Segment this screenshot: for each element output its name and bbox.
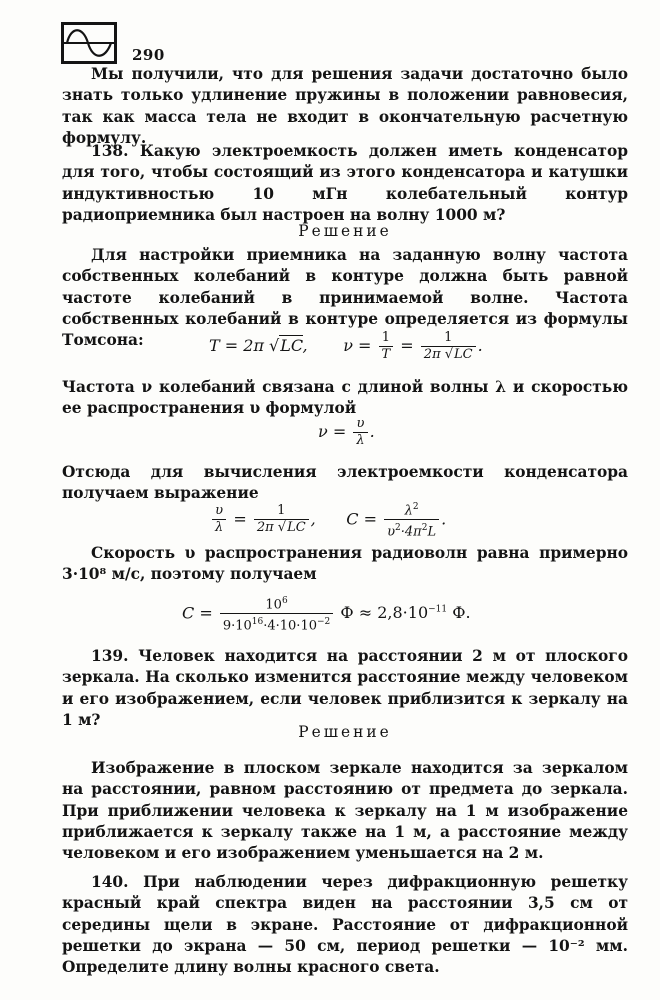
intro-paragraph: Мы получили, что для решения задачи достаточно было знать только удлинение пружины в положении равновесия, так как масса тела не входит в окончательную расчетную формулу. bbox=[62, 65, 628, 147]
solution-heading: Решение bbox=[298, 222, 392, 240]
formula-capacitance: $\frac{\upsilon}{\lambda}$ = $\frac{1}{2\pi √LC}$ , C = $\frac{\lambda^2}{\upsilon^2\cdot 4\pi^2L}$ . bbox=[210, 499, 446, 541]
formula-thomson: T = 2π √LC, ν = $\frac{1}{T}$ = $\frac{1}{2\pi √LC}$ . bbox=[209, 330, 483, 362]
problem-138 bbox=[62, 141, 628, 226]
problem-text: Человек находится на расстоянии 2 м от плоского зеркала. На сколько изменится расстояние между человеком и его изображением, если человек приблизится к зеркалу на 1 м? bbox=[62, 647, 628, 729]
problem-number: 139. bbox=[91, 647, 129, 665]
problem-139 bbox=[62, 646, 628, 731]
solution-paragraph: Для настройки приемника на заданную волну частота собственных колебаний в контуре должна быть равной частоте колебаний в принимаемой волне. Частота собственных колебаний в контуре определяется из формулы Томсона: bbox=[62, 246, 628, 350]
formula-frequency: ν = $\frac{\upsilon}{\lambda}$ . bbox=[318, 416, 375, 448]
solution-paragraph: Отсюда для вычисления электроемкости конденсатора получаем выражение bbox=[62, 463, 628, 503]
problem-140 bbox=[62, 872, 628, 978]
solution-paragraph: Скорость υ распространения радиоволн равна примерно 3·10⁸ м/с, поэтому получаем bbox=[62, 544, 628, 584]
problem-number: 140. bbox=[91, 873, 129, 891]
problem-number: 138. bbox=[91, 142, 129, 160]
problem-text: Какую электроемкость должен иметь конденсатор для того, чтобы состоящий из этого конденсатора и катушки индуктивностью 10 мГн колебательный контур радиоприемника был настроен на волну 1000 м? bbox=[62, 142, 628, 224]
page-number: 290 bbox=[132, 46, 165, 64]
solution-heading: Решение bbox=[298, 723, 392, 741]
oscillation-icon bbox=[61, 22, 117, 64]
problem-text: При наблюдении через дифракционную решетку красный край спектра виден на расстоянии 3,5 см от середины щели в экране. Расстояние от дифракционной решетки до экрана — 50 см, период решетки — 10⁻² мм. Определите длину волны красного света. bbox=[62, 873, 628, 977]
formula-result: C = $\frac{10^6}{9\cdot 10^{16}\cdot 4\cdot 10\cdot 10^{-2}}$ $Ф \approx 2,8\cdot 10^{-11}$ Ф. bbox=[182, 596, 471, 634]
solution-paragraph: Изображение в плоском зеркале находится за зеркалом на расстоянии, равном расстоянию от предмета до зеркала. При приближении человека к зеркалу на 1 м изображение приближается к зеркалу также на 1 м, а расстояние между человеком и его изображением уменьшается на 2 м. bbox=[62, 759, 628, 863]
solution-paragraph: Частота ν колебаний связана с длиной волны λ и скоростью ее распространения υ формулой bbox=[62, 378, 628, 418]
